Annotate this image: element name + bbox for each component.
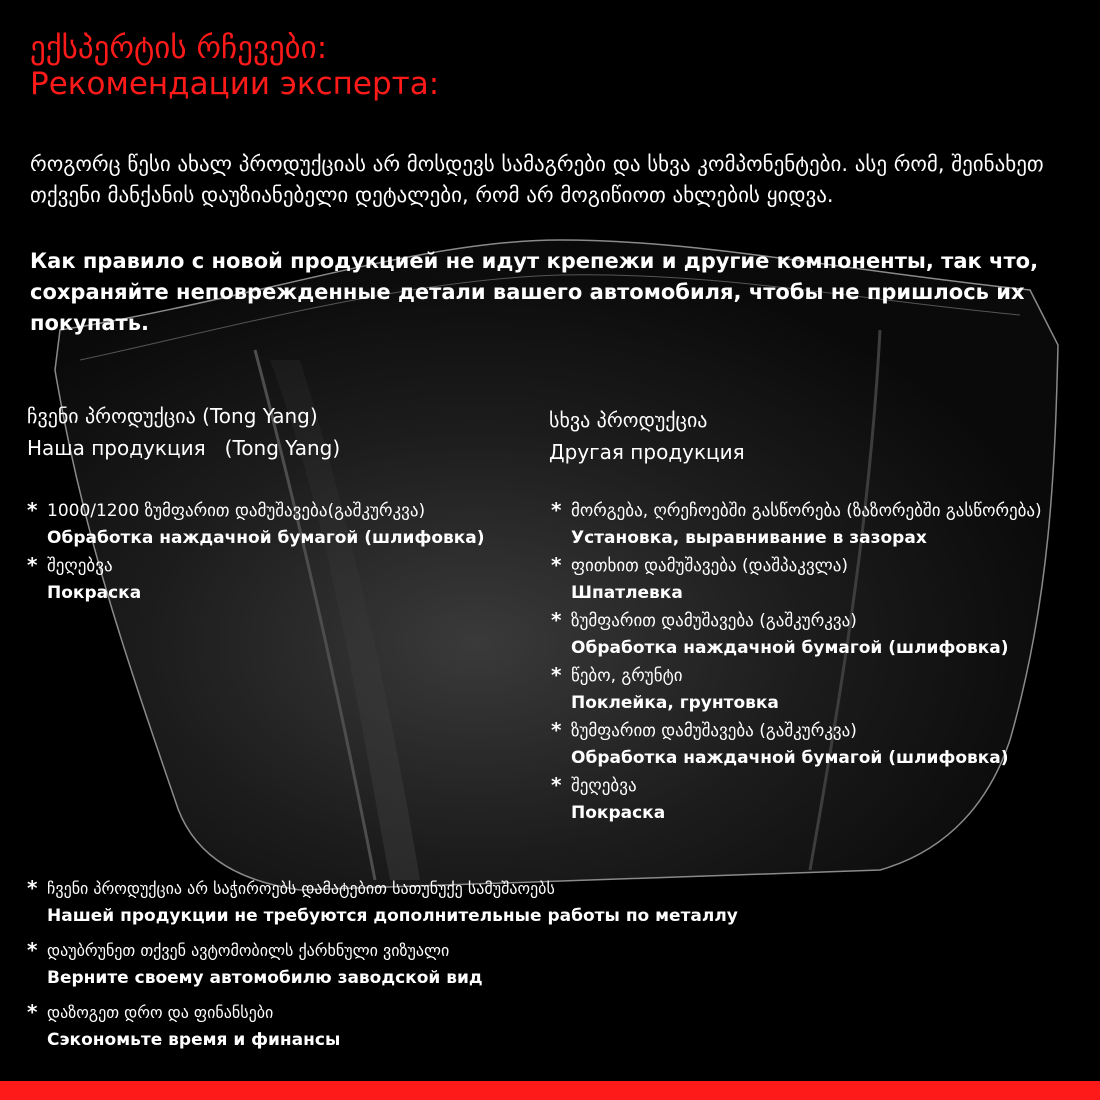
intro-russian: Как правило с новой продукцией не идут крепежи и другие компоненты, так что, сохраняйте неповрежденные детали вашего автомобиля, чтобы не пришлось их покупать. (30, 249, 1039, 335)
benefit-georgian: ჩვენი პროდუქცია არ საჭიროებს დამატებით სათუნუქე სამუშაოებს (47, 879, 555, 898)
list-item (551, 498, 1100, 553)
other-products-heading (549, 404, 745, 468)
step-russian: Установка, выравнивание в зазорах (571, 528, 927, 548)
our-products-heading (27, 400, 340, 464)
benefit-russian: Сэкономьте время и финансы (47, 1030, 341, 1050)
intro-georgian: როგორც წესი ახალ პროდუქციას არ მოსდევს სამაგრები და სხვა კომპონენტები. ასე რომ, შეინახეთ თქვენი მანქანის დაუზიანებელი დეტალები, რომ არ მოგიწიოთ ახლების ყიდვა. (30, 152, 1044, 207)
our-products-heading-georgian: ჩვენი პროდუქცია (Tong Yang) (27, 404, 318, 428)
list-item (551, 553, 1100, 608)
list-item (27, 938, 927, 1000)
step-georgian: შეღებვა (571, 776, 637, 796)
bullet-star: * (551, 608, 562, 632)
our-products-steps (27, 498, 527, 608)
our-products-heading-russian: Наша продукция (Tong Yang) (27, 436, 341, 460)
benefit-georgian: დაზოგეთ დრო და ფინანსები (47, 1003, 274, 1022)
bottom-accent-bar (0, 1081, 1100, 1100)
benefit-georgian: დაუბრუნეთ თქვენ ავტომობილს ქარხნული ვიზუალი (47, 941, 450, 960)
bullet-star: * (551, 718, 562, 742)
bullet-star: * (27, 498, 38, 522)
list-item (27, 553, 527, 608)
other-products-heading-russian: Другая продукция (549, 440, 745, 464)
bullet-star: * (551, 663, 562, 687)
step-russian: Покраска (571, 803, 666, 823)
list-item (27, 498, 527, 553)
list-item (551, 608, 1100, 663)
bullet-star: * (551, 773, 562, 797)
benefit-russian: Верните своему автомобилю заводской вид (47, 968, 483, 988)
step-georgian: მორგება, ღრეჩოებში გასწორება (ზაზორებში გასწორება) (571, 501, 1042, 521)
step-georgian: ზუმფარით დამუშავება (გაშკურკვა) (571, 721, 857, 741)
step-georgian: ზუმფარით დამუშავება (გაშკურკვა) (571, 611, 857, 631)
bullet-star: * (551, 553, 562, 577)
other-products-heading-georgian: სხვა პროდუქცია (549, 408, 708, 432)
step-russian: Обработка наждачной бумагой (шлифовка) (47, 528, 485, 548)
step-georgian: 1000/1200 ზუმფარით დამუშავება(გაშკურკვა) (47, 501, 426, 521)
step-georgian: შეღებვა (47, 556, 113, 576)
title-georgian: ექსპერტის რჩევები: (30, 30, 328, 66)
list-item (551, 773, 1100, 828)
step-russian: Обработка наждачной бумагой (шлифовка) (571, 638, 1009, 658)
list-item (551, 718, 1100, 773)
bullet-star: * (551, 498, 562, 522)
list-item (551, 663, 1100, 718)
step-russian: Поклейка, грунтовка (571, 693, 779, 713)
bullet-star: * (27, 876, 38, 900)
step-georgian: წებო, გრუნტი (571, 666, 683, 686)
title-russian: Рекомендации эксперта: (30, 66, 440, 102)
list-item (27, 876, 927, 938)
bullet-star: * (27, 1000, 38, 1024)
other-products-steps (551, 498, 1100, 828)
bullet-star: * (27, 553, 38, 577)
benefits-list (27, 876, 927, 1062)
step-russian: Шпатлевка (571, 583, 683, 603)
list-item (27, 1000, 927, 1062)
step-georgian: ფითხით დამუშავება (დაშპაკვლა) (571, 556, 849, 576)
benefit-russian: Нашей продукции не требуются дополнительные работы по металлу (47, 906, 738, 926)
step-russian: Обработка наждачной бумагой (шлифовка) (571, 748, 1009, 768)
step-russian: Покраска (47, 583, 142, 603)
bullet-star: * (27, 938, 38, 962)
